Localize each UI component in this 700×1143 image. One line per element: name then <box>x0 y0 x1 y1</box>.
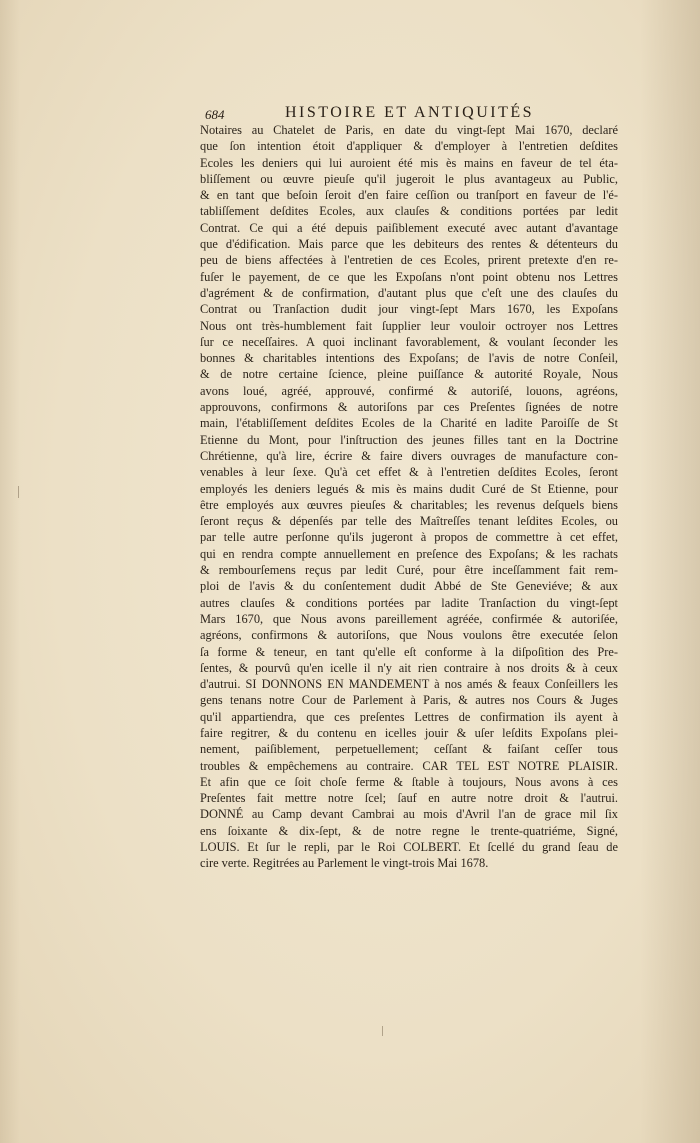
text-line: nement, paiſiblement, perpetuellement; ceſſant & faiſant ceſſer tous <box>200 742 618 757</box>
body-text <box>200 122 618 872</box>
text-line: venables à leur ſexe. Qu'à cet effet & à l'entretien deſdites Ecoles, ſeront <box>200 465 618 480</box>
text-line: tabliſſement deſdites Ecoles, aux clauſes & conditions portées par ledit <box>200 204 618 219</box>
text-line: qu'il appartiendra, que ces preſentes Lettres de confirmation ils ayent à <box>200 709 618 724</box>
text-line: cire verte. Regitrées au Parlement le vingt-trois Mai 1678. <box>200 856 489 871</box>
text-line: ſeront reçus & dépenſés par telle des Maîtreſſes tenant leſdites Ecoles, ou <box>200 514 618 529</box>
text-line: avons loué, agréé, approuvé, confirmé & autoriſé, louons, agréons, <box>200 383 618 398</box>
page-number: 684 <box>205 107 225 122</box>
text-line: approuvons, confirmons & autoriſons par ces Preſentes ſignées de notre <box>200 400 618 415</box>
text-line: Et afin que ce ſoit choſe ferme & ſtable à toujours, Nous avons à ces <box>200 774 618 789</box>
text-line: employés les deniers legués & mis ès mains dudit Curé de St Etienne, pour <box>200 481 618 496</box>
text-line: ſa forme & teneur, en tant qu'elle eſt conforme à la diſpoſition des Pre- <box>200 644 618 659</box>
text-line: ens ſoixante & dix-ſept, & de notre regne le trente-quatriéme, Signé, <box>200 823 618 838</box>
text-line: que d'édification. Mais parce que les debiteurs des rentes & détenteurs du <box>200 237 618 252</box>
text-line: Ecoles les deniers qui lui auroient été mis ès mains en faveur de tel éta- <box>200 155 618 170</box>
running-head: HISTOIRE ET ANTIQUITÉS <box>285 104 535 121</box>
text-line: peu de biens affectées à l'entretien de ces Ecoles, prirent pretexte d'en re- <box>200 253 618 268</box>
text-line: DONNÉ au Camp devant Cambrai au mois d'Avril l'an de grace mil ſix <box>200 807 618 822</box>
text-line: main, l'établiſſement deſdites Ecoles de la Charité en ladite Paroiſſe de St <box>200 416 618 431</box>
text-line: agréons, confirmons & autoriſons, que Nous voulons être executée ſelon <box>200 628 618 643</box>
margin-mark <box>18 486 19 498</box>
text-line: bliſſement ou œuvre pieuſe qu'il jugeroit le plus avantageux au Public, <box>200 171 618 186</box>
text-line: d'agrément & de confirmation, d'autant plus que c'eſt une des clauſes du <box>200 285 618 300</box>
text-line: ſentes, & pourvû qu'en icelle il n'y ait rien contraire à nos droits & à ceux <box>200 660 618 675</box>
text-line: Contrat ou Tranſaction dudit jour vingt-ſept Mars 1670, les Expoſans <box>200 302 618 317</box>
text-line: autres clauſes & conditions portées par ladite Tranſaction du vingt-ſept <box>200 595 618 610</box>
text-line: gens tenans notre Cour de Parlement à Paris, & autres nos Cours & Juges <box>200 693 618 708</box>
text-line: LOUIS. Et ſur le repli, par le Roi COLBERT. Et ſcellé du grand ſeau de <box>200 840 618 855</box>
text-line: ſur ce neceſſaires. A quoi inclinant favorablement, & voulant ſeconder les <box>200 334 618 349</box>
text-line: fuſer le payement, de ce que les Expoſans n'ont point obtenu nos Lettres <box>200 269 618 284</box>
text-line: Etienne du Mont, pour l'inſtruction des jeunes filles tant en la Doctrine <box>200 432 618 447</box>
margin-mark <box>382 1026 383 1036</box>
text-line: qui en rendra compte annuellement en preſence des Expoſans; & les rachats <box>200 546 618 561</box>
text-line: Preſentes fait mettre notre ſcel; ſauf en autre notre droit & l'autrui. <box>200 791 618 806</box>
gutter-shadow <box>0 0 20 1143</box>
text-line: Mars 1670, que Nous avons pareillement agréée, confirmée & autoriſée, <box>200 611 618 626</box>
text-line: Notaires au Chatelet de Paris, en date du vingt-ſept Mai 1670, declaré <box>200 123 618 137</box>
text-line: être employés aux œuvres pieuſes & charitables; les revenus deſquels biens <box>200 497 618 512</box>
text-line: Chrétienne, qu'à lire, écrire & faire divers ouvrages de manufacture con- <box>200 448 618 463</box>
text-line: & en tant que beſoin ſeroit d'en faire ceſſion ou tranſport en faveur de l'é- <box>200 188 618 203</box>
text-line: par telle autre perſonne qu'ils jugeront à propos de commettre à cet effet, <box>200 530 618 545</box>
text-line: troubles & empêchemens au contraire. CAR TEL EST NOTRE PLAISIR. <box>200 758 618 773</box>
page-edge-shadow <box>640 0 700 1143</box>
text-line: & rembourſemens reçus par ledit Curé, pour être inceſſamment fait rem- <box>200 563 618 578</box>
text-line: bonnes & charitables intentions des Expoſans; de l'avis de notre Conſeil, <box>200 351 618 366</box>
text-line: Contrat. Ce qui a été depuis paiſiblement executé avec autant d'avantage <box>200 220 618 235</box>
text-line: & de notre certaine ſcience, pleine puiſſance & autorité Royale, Nous <box>200 367 618 382</box>
text-line: ploi de l'avis & du conſentement dudit Abbé de Ste Geneviéve; & aux <box>200 579 618 594</box>
text-line: faire regitrer, & du contenu en icelles jouir & uſer leſdits Expoſans plei- <box>200 725 618 740</box>
text-line: Nous ont très-humblement fait ſupplier leur vouloir octroyer nos Lettres <box>200 318 618 333</box>
text-line: d'autrui. SI DONNONS EN MANDEMENT à nos amés & feaux Conſeillers les <box>200 677 618 692</box>
text-line: que ſon intention étoit d'appliquer & d'employer à l'entretien deſdites <box>200 139 618 154</box>
